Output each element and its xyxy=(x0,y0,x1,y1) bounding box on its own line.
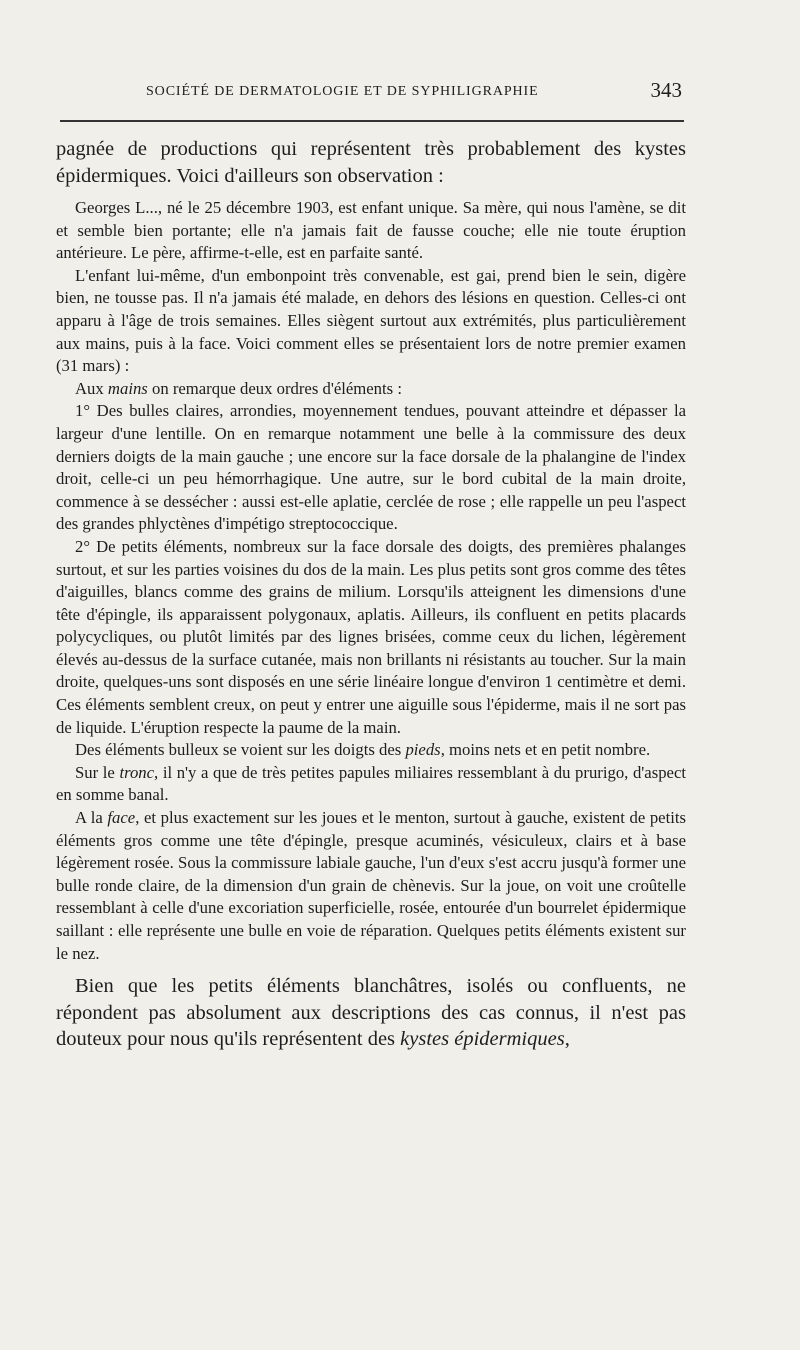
observation-paragraph-2: L'enfant lui-même, d'un embonpoint très convenable, est gai, prend bien le sein, digère bien, ne tousse pas. Il n'a jamais été malade, en dehors des lésions en question. Celles-ci ont apparu à l'âge de trois semaines. Elles siègent surtout aux extrémités, plus particulièrement aux mains, puis à la face. Voici comment elles se présentaient lors de notre premier examen (31 mars) : xyxy=(56,265,686,376)
running-head: SOCIÉTÉ DE DERMATOLOGIE ET DE SYPHILIGRAPHIE xyxy=(146,84,539,99)
observation-paragraph-8 xyxy=(56,807,686,965)
text-run: , moins nets et en petit nombre. xyxy=(440,740,651,760)
intro-paragraph: pagnée de productions qui représentent très probablement des kystes épidermiques. Voici d'ailleurs son observation : xyxy=(56,138,686,187)
text-run: on remarque deux ordres d'éléments : xyxy=(147,378,402,398)
page-header xyxy=(60,78,684,108)
text-run: , et plus exactement sur les joues et le menton, surtout à gauche, existent de petits éléments gros comme une tête d'épingle, presque acuminés, vésiculeux, clairs et à base légèrement rosée. Sous la commissure labiale gauche, l'un d'eux s'est accru jusqu'à former une bulle ronde claire, de la dimension d'un grain de chènevis. Sur la joue, on voit une croûtelle ressemblant à celle d'une excoriation superficielle, rosée, entourée d'un bourrelet épidermique saillant : elle représente une bulle en voie de réparation. Quelques petits éléments existent sur le nez. xyxy=(56,808,686,963)
observation-paragraph-5: 2° De petits éléments, nombreux sur la face dorsale des doigts, des premières phalanges surtout, et sur les parties voisines du dos de la main. Les plus petits sont gros comme des têtes d'aiguilles, blancs comme des grains de milium. Lorsqu'ils atteignent les dimensions d'une tête d'épingle, ils apparaissent polygonaux, aplatis. Ailleurs, ils confluent en petits placards polycycliques, ou plutôt limités par des lignes brisées, comme ceux du lichen, légèrement élevés au-dessus de la surface cutanée, mais non brillants ni résistants au toucher. Sur la main droite, quelques-uns sont disposés en une série linéaire longue d'environ 1 centimètre et demi. Ces éléments semblent creux, on peut y entrer une aiguille sous l'épiderme, mais il ne sort pas de liquide. L'éruption respecte la paume de la main. xyxy=(56,536,686,737)
text-run: Des éléments bulleux se voient sur les doigts des xyxy=(75,740,406,760)
emphasis-kystes: kystes épidermiques xyxy=(400,1028,565,1051)
header-rule xyxy=(60,120,684,122)
observation-paragraph-4: 1° Des bulles claires, arrondies, moyennement tendues, pouvant atteindre et dépasser la largeur d'une lentille. On en remarque notamment une belle à la commissure des deux derniers doigts de la main gauche ; une encore sur la face dorsale de la phalangine de l'index droit, celle-ci un peu hémorrhagique. Une autre, sur le bord cubital de la main droite, commence à se dessécher : aussi est-elle aplatie, cerclée de rose ; elle rappelle un peu l'aspect des grandes phlyctènes d'impétigo streptococcique. xyxy=(56,401,686,534)
text-run: A la xyxy=(75,808,108,828)
page-body xyxy=(56,136,686,1053)
text-run: , xyxy=(564,1028,570,1051)
emphasis-mains: mains xyxy=(107,378,148,398)
observation-paragraph-7 xyxy=(56,762,686,807)
conclusion-paragraph xyxy=(56,973,686,1053)
emphasis-tronc: tronc xyxy=(119,762,155,782)
page-number: 343 xyxy=(650,78,682,102)
text-run: , il n'y a que de très petites papules miliaires ressemblant à du prurigo, d'aspect en somme banal. xyxy=(56,762,686,805)
emphasis-face: face xyxy=(107,808,136,828)
emphasis-pieds: pieds xyxy=(405,740,441,760)
observation-paragraph-1: Georges L..., né le 25 décembre 1903, est enfant unique. Sa mère, qui nous l'amène, se dit et semble bien portante; elle n'a jamais fait de fausse couche; elle nie toute éruption antérieure. Le père, affirme-t-elle, est en parfaite santé. xyxy=(56,198,686,263)
text-run: Sur le xyxy=(75,762,120,782)
observation-block xyxy=(56,197,686,965)
text-run: Bien que les petits éléments blanchâtres, isolés ou confluents, ne répondent pas absolument aux descriptions des cas connus, il n'est pas douteux pour nous qu'ils représentent des xyxy=(56,975,686,1051)
observation-paragraph-6 xyxy=(56,739,686,762)
observation-paragraph-3 xyxy=(56,378,686,401)
text-run: Aux xyxy=(75,378,108,398)
